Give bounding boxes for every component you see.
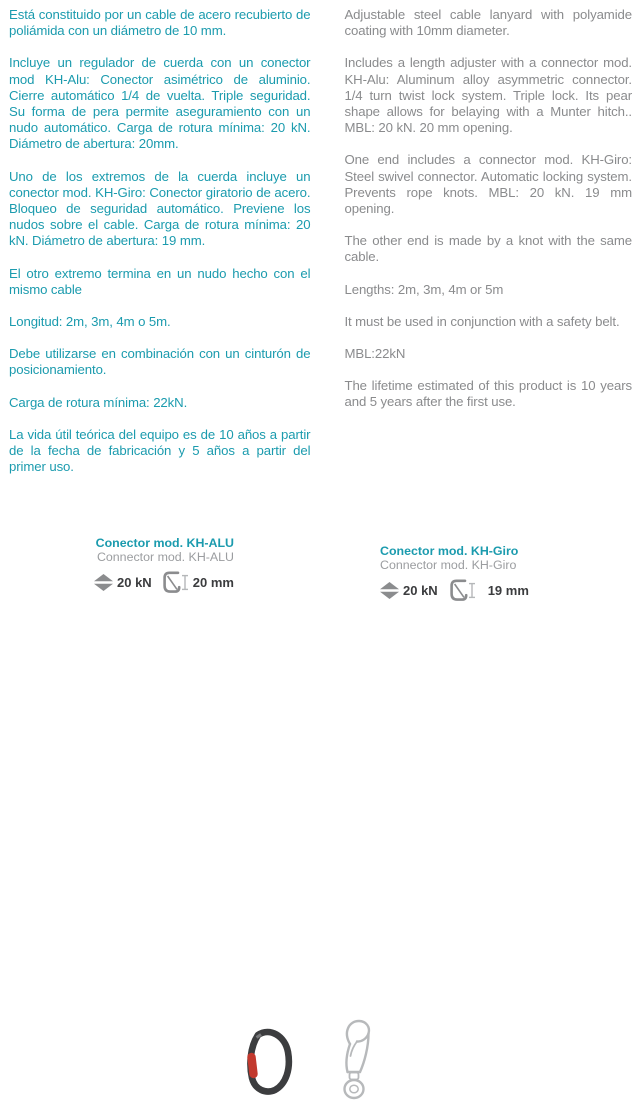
- strength-value: 20 kN: [403, 583, 438, 598]
- load-diamond-icon: [380, 582, 399, 599]
- opening-value: 19 mm: [487, 583, 529, 598]
- product-card-kh-giro: [380, 545, 550, 602]
- en-paragraph-mbl: MBL:22kN: [344, 346, 406, 362]
- strength-value: 20 kN: [117, 575, 152, 590]
- es-paragraph-lifetime: La vida útil teórica del equipo es de 10 años a partir de la fecha de fabricación y 5 años a partir del primer uso.: [9, 426, 311, 475]
- en-paragraph-kh-giro: One end includes a connector mod. KH-Giro: Steel swivel connector. Automatic locking system. Prevents rope knots. MBL: 20 kN. 19 mm opening.: [344, 152, 632, 217]
- es-paragraph-lengths: Longitud: 2m, 3m, 4m o 5m.: [9, 314, 171, 330]
- es-paragraph-kh-alu: Incluye un regulador de cuerda con un conector mod KH-Alu: Conector asimétrico de aluminio. Cierre automático 1/4 de vuelta. Triple seguridad. Su forma de pera permite aseguramiento con un nudo automático. Carga de rotura mínima: 20 kN. Diámetro de abertura: 20mm.: [9, 55, 311, 152]
- es-paragraph-belt: Debe utilizarse en combinación con un cinturón de posicionamiento.: [9, 346, 311, 378]
- opening-value: 20 mm: [192, 575, 234, 590]
- en-paragraph-knot-end: The other end is made by a knot with the same cable.: [344, 233, 632, 265]
- product-name-secondary: Connector mod. KH-Giro: [380, 557, 517, 572]
- en-paragraph-kh-alu: Includes a length adjuster with a connector mod. KH-Alu: Aluminum alloy asymmetric connector. 1/4 turn twist lock system. Triple lock. Its pear shape allows for belaying with a Munter hitch.. MBL: 20 kN. 20 mm opening.: [344, 55, 632, 136]
- gate-opening-icon: [450, 579, 476, 602]
- carabiner-kh-alu-icon: [236, 1024, 300, 1105]
- es-paragraph-mbl: Carga de rotura mínima: 22kN.: [9, 394, 188, 410]
- text-columns: [0, 0, 641, 491]
- product-specs-kh-alu: [94, 571, 234, 594]
- spanish-column: [9, 7, 310, 491]
- load-diamond-icon: [94, 574, 113, 591]
- en-paragraph-belt: It must be used in conjunction with a safety belt.: [344, 313, 620, 329]
- product-specs-kh-giro: [380, 579, 550, 602]
- product-name-primary: Conector mod. KH-Giro: [380, 544, 519, 558]
- en-paragraph-lifetime: The lifetime estimated of this product is 10 years and 5 years after the first use.: [344, 378, 632, 410]
- es-paragraph-cable: Está constituido por un cable de acero recubierto de poliámida con un diámetro de 10 mm.: [9, 7, 311, 39]
- product-name-secondary: Connector mod. KH-ALU: [96, 549, 234, 564]
- products-row: [0, 508, 641, 596]
- column-gap: [310, 7, 344, 491]
- gate-opening-icon: [163, 571, 189, 594]
- product-card-kh-alu: [94, 537, 234, 594]
- es-paragraph-kh-giro: Uno de los extremos de la cuerda incluye un conector mod. KH-Giro: Conector giratorio de acero. Bloqueo de seguridad automático. Previene los nudos sobre el cable. Carga de rotura mínima: 20 kN. Diámetro de abertura: 19 mm.: [9, 168, 311, 249]
- product-name-primary: Conector mod. KH-ALU: [95, 536, 234, 550]
- en-paragraph-lengths: Lengths: 2m, 3m, 4m or 5m: [344, 281, 504, 297]
- english-column: [344, 7, 632, 491]
- en-paragraph-cable: Adjustable steel cable lanyard with polyamide coating with 10mm diameter.: [344, 7, 632, 39]
- swivel-snap-hook-icon: [330, 1017, 378, 1108]
- es-paragraph-knot-end: El otro extremo termina en un nudo hecho con el mismo cable: [9, 265, 311, 297]
